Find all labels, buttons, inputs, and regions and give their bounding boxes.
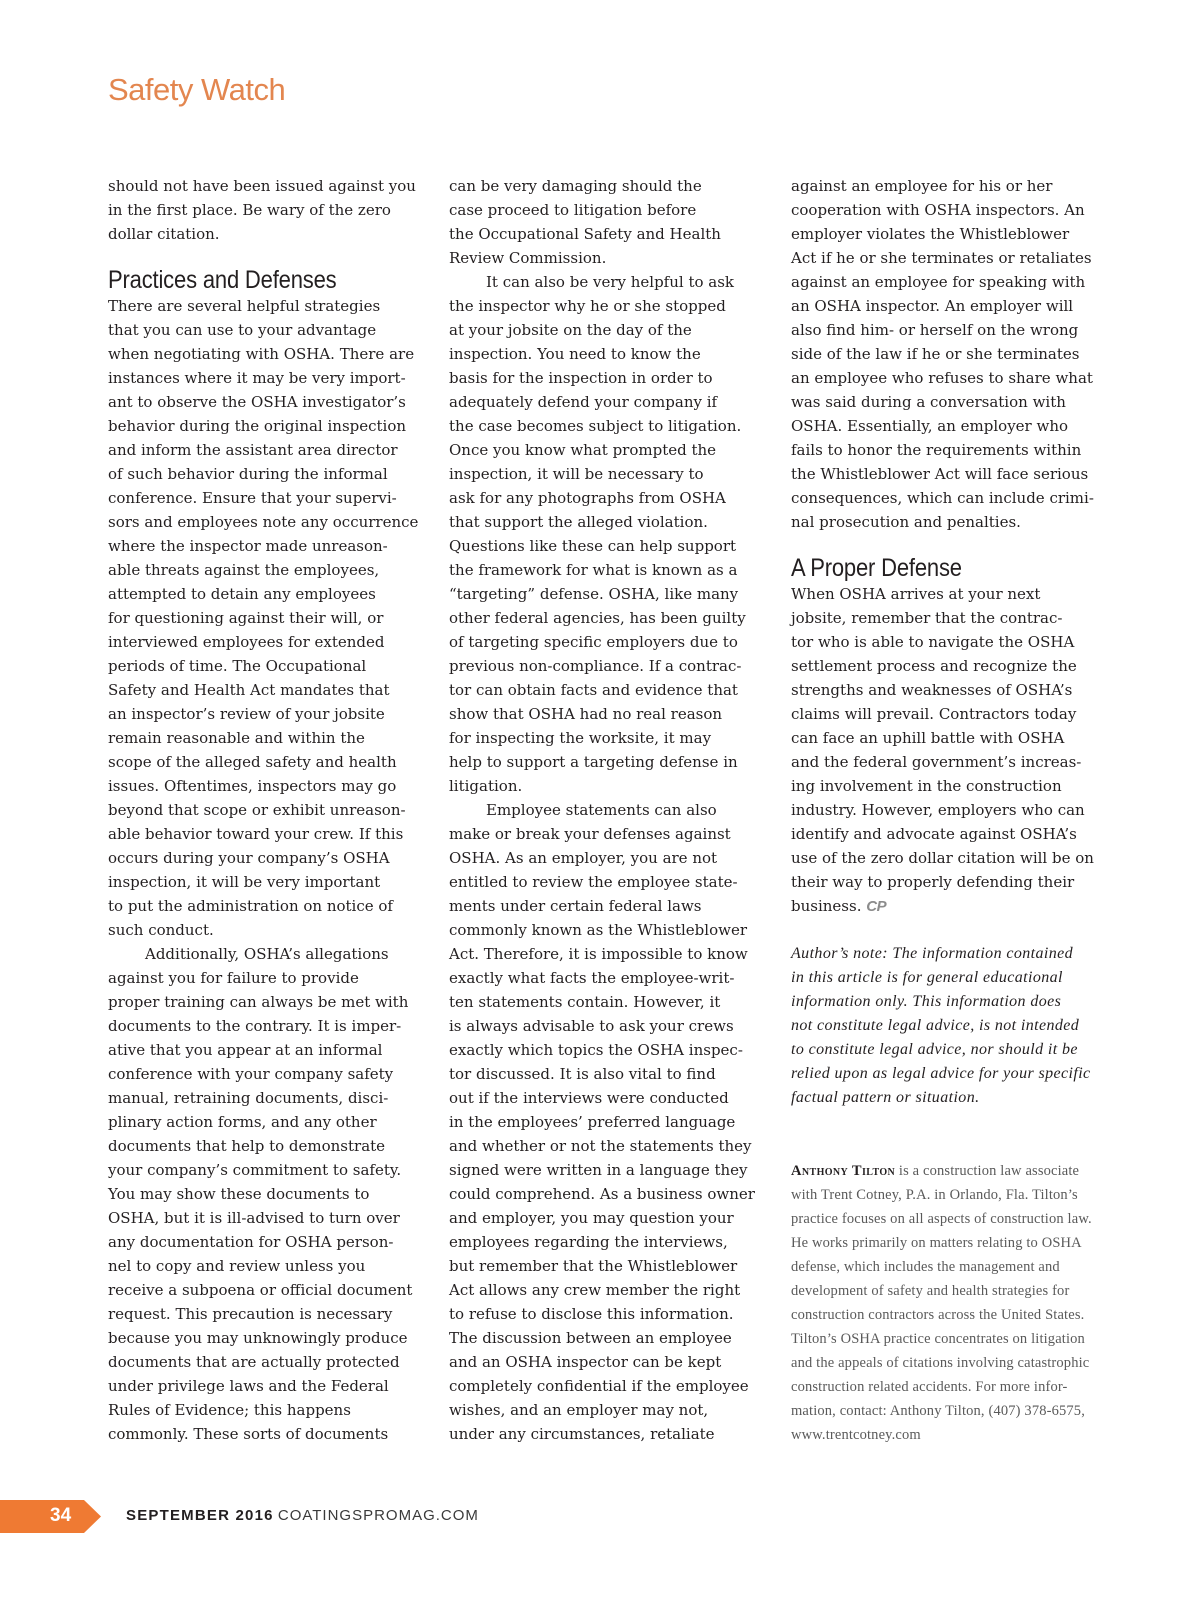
text-line: Act. Therefore, it is impossible to know (449, 945, 748, 963)
text-line: interviewed employees for extended (108, 633, 385, 651)
text-line: request. This precaution is necessary (108, 1305, 393, 1323)
text-line: can be very damaging should the (449, 177, 702, 195)
author-note-line: not constitute legal advice, is not intended (791, 1017, 1080, 1034)
text-line: can face an uphill battle with OSHA (791, 729, 1065, 747)
text-line: attempted to detain any employees (108, 585, 376, 603)
author-bio-line: construction related accidents. For more infor- (791, 1379, 1068, 1395)
text-line: an inspector’s review of your jobsite (108, 705, 385, 723)
text-line: “targeting” defense. OSHA, like many (449, 585, 739, 603)
text-line: the Occupational Safety and Health (449, 225, 721, 243)
article-column-1 (108, 174, 420, 1446)
text-line: ask for any photographs from OSHA (449, 489, 726, 507)
text-line: periods of time. The Occupational (108, 657, 367, 675)
text-line: Safety and Health Act mandates that (108, 681, 390, 699)
text-line: nal prosecution and penalties. (791, 513, 1021, 531)
text-line: behavior during the original inspection (108, 417, 407, 435)
paragraph (108, 294, 420, 942)
author-bio-line: www.trentcotney.com (791, 1427, 921, 1443)
text-line: to put the administration on notice of (108, 897, 393, 915)
page-number: 34 (50, 1505, 72, 1526)
author-bio-line: practice focuses on all aspects of construction law. (791, 1211, 1092, 1227)
page-footer (126, 1506, 479, 1526)
text-line: exactly what facts the employee-writ- (449, 969, 735, 987)
text-line: adequately defend your company if (449, 393, 718, 411)
text-line (791, 894, 1101, 918)
text-line: tor who is able to navigate the OSHA (791, 633, 1075, 651)
author-bio-line: Tilton’s OSHA practice concentrates on litigation (791, 1331, 1085, 1347)
text-line: ments under certain federal laws (449, 897, 702, 915)
text-line: for inspecting the worksite, it may (449, 729, 712, 747)
text-line: inspection, it will be very important (108, 873, 381, 891)
text-line: You may show these documents to (108, 1185, 370, 1203)
text-line: tor can obtain facts and evidence that (449, 681, 738, 699)
author-bio-line: with Trent Cotney, P.A. in Orlando, Fla. Tilton’s (791, 1187, 1078, 1203)
text-line: documents to the contrary. It is imper- (108, 1017, 402, 1035)
text-line: against an employee for speaking with (791, 273, 1086, 291)
text-line: ant to observe the OSHA investigator’s (108, 393, 406, 411)
author-name: Anthony Tilton (791, 1163, 896, 1179)
text-line: and an OSHA inspector can be kept (449, 1353, 722, 1371)
text-line: could comprehend. As a business owner (449, 1185, 755, 1203)
text-line: any documentation for OSHA person- (108, 1233, 394, 1251)
text-line: was said during a conversation with (791, 393, 1066, 411)
text-line: of targeting specific employers due to (449, 633, 738, 651)
text-line: commonly. These sorts of documents (108, 1425, 389, 1443)
text-line: help to support a targeting defense in (449, 753, 738, 771)
website: COATINGSPROMAG.COM (277, 1507, 479, 1524)
paragraph (791, 582, 1101, 918)
text-line: tor discussed. It is also vital to find (449, 1065, 716, 1083)
text-line: at your jobsite on the day of the (449, 321, 692, 339)
text-line: sors and employees note any occurrence (108, 513, 419, 531)
text-line: proper training can always be met with (108, 993, 409, 1011)
text-line: and whether or not the statements they (449, 1137, 752, 1155)
text-line: to refuse to disclose this information. (449, 1305, 734, 1323)
text-line: jobsite, remember that the contrac- (791, 609, 1063, 627)
text-line: conference with your company safety (108, 1065, 394, 1083)
text-line: OSHA. Essentially, an employer who (791, 417, 1069, 435)
paragraph (449, 270, 761, 798)
text-line: cooperation with OSHA inspectors. An (791, 201, 1085, 219)
article-column-3 (791, 174, 1101, 918)
section-heading: A Proper Defense (791, 554, 962, 582)
author-bio-line: defense, which includes the management and (791, 1259, 1060, 1275)
text-line: for questioning against their will, or (108, 609, 384, 627)
text-line: The discussion between an employee (449, 1329, 732, 1347)
text-line: out if the interviews were conducted (449, 1089, 729, 1107)
section-title: Safety Watch (108, 72, 286, 107)
text-line: Employee statements can also (486, 801, 717, 819)
text-line: under privilege laws and the Federal (108, 1377, 389, 1395)
text-line: litigation. (449, 777, 523, 795)
author-bio-line: He works primarily on matters relating to OSHA (791, 1235, 1082, 1251)
text-line: should not have been issued against you (108, 177, 416, 195)
text-line: manual, retraining documents, disci- (108, 1089, 389, 1107)
text-line: Act if he or she terminates or retaliates (791, 249, 1092, 267)
text-line: fails to honor the requirements within (791, 441, 1082, 459)
text-line: is always advisable to ask your crews (449, 1017, 734, 1035)
text-line: Rules of Evidence; this happens (108, 1401, 351, 1419)
paragraph (791, 174, 1101, 534)
text-line: ten statements contain. However, it (449, 993, 721, 1011)
text-line: conference. Ensure that your supervi- (108, 489, 397, 507)
author-note-line: information only. This information does (791, 993, 1062, 1010)
cp-end-mark-logo: CP (866, 898, 887, 915)
text-line-content: business. (791, 897, 862, 915)
author-bio-line: development of safety and health strategies for (791, 1283, 1070, 1299)
text-line: When OSHA arrives at your next (791, 585, 1041, 603)
text-line: against an employee for his or her (791, 177, 1053, 195)
text-line: documents that help to demonstrate (108, 1137, 386, 1155)
text-line: basis for the inspection in order to (449, 369, 713, 387)
text-line: plinary action forms, and any other (108, 1113, 377, 1131)
text-line: exactly which topics the OSHA inspec- (449, 1041, 743, 1059)
text-line: completely confidential if the employee (449, 1377, 749, 1395)
text-line: and employer, you may question your (449, 1209, 734, 1227)
text-line: strengths and weaknesses of OSHA’s (791, 681, 1073, 699)
author-note (791, 942, 1101, 1110)
text-line: able behavior toward your crew. If this (108, 825, 404, 843)
text-line: nel to copy and review unless you (108, 1257, 366, 1275)
text-line: Review Commission. (449, 249, 607, 267)
paragraph (449, 798, 761, 1446)
text-line: case proceed to litigation before (449, 201, 697, 219)
text-line: industry. However, employers who can (791, 801, 1085, 819)
issue-date: SEPTEMBER 2016 (126, 1507, 274, 1524)
text-line: in the employees’ preferred language (449, 1113, 736, 1131)
author-bio-line (791, 1159, 1101, 1183)
text-line: OSHA, but it is ill-advised to turn over (108, 1209, 400, 1227)
text-line: in the first place. Be wary of the zero (108, 201, 391, 219)
text-line: that support the alleged violation. (449, 513, 708, 531)
text-line: employer violates the Whistleblower (791, 225, 1070, 243)
text-line: inspection, it will be necessary to (449, 465, 704, 483)
paragraph (449, 174, 761, 270)
text-line: other federal agencies, has been guilty (449, 609, 746, 627)
text-line: and inform the assistant area director (108, 441, 398, 459)
text-line: the case becomes subject to litigation. (449, 417, 742, 435)
text-line: and the federal government’s increas- (791, 753, 1082, 771)
text-line: their way to properly defending their (791, 873, 1075, 891)
text-line: claims will prevail. Contractors today (791, 705, 1077, 723)
text-line: ing involvement in the construction (791, 777, 1062, 795)
text-line: where the inspector made unreason- (108, 537, 388, 555)
article-column-2 (449, 174, 761, 1446)
text-line: the framework for what is known as a (449, 561, 738, 579)
text-line: Once you know what prompted the (449, 441, 717, 459)
author-bio-line: construction contractors across the United States. (791, 1307, 1085, 1323)
text-line: receive a subpoena or official document (108, 1281, 413, 1299)
text-line: your company’s commitment to safety. (108, 1161, 402, 1179)
author-note-line: to constitute legal advice, nor should it be (791, 1041, 1078, 1058)
text-line: the Whistleblower Act will face serious (791, 465, 1089, 483)
text-line: make or break your defenses against (449, 825, 731, 843)
author-bio (791, 1159, 1101, 1447)
text-line: remain reasonable and within the (108, 729, 365, 747)
text-line: of such behavior during the informal (108, 465, 388, 483)
author-bio-line: and the appeals of citations involving catastrophic (791, 1355, 1090, 1371)
text-line: also find him- or herself on the wrong (791, 321, 1079, 339)
text-line: Act allows any crew member the right (449, 1281, 741, 1299)
paragraph (108, 174, 420, 246)
text-line: signed were written in a language they (449, 1161, 748, 1179)
text-line: side of the law if he or she terminates (791, 345, 1080, 363)
text-line: OSHA. As an employer, you are not (449, 849, 718, 867)
text-line: It can also be very helpful to ask (486, 273, 735, 291)
text-line: previous non-compliance. If a contrac- (449, 657, 742, 675)
text-line: commonly known as the Whistleblower (449, 921, 747, 939)
text-line: use of the zero dollar citation will be on (791, 849, 1094, 867)
text-line: identify and advocate against OSHA’s (791, 825, 1077, 843)
text-line: entitled to review the employee state- (449, 873, 738, 891)
text-line: scope of the alleged safety and health (108, 753, 397, 771)
text-line: issues. Oftentimes, inspectors may go (108, 777, 397, 795)
text-line: because you may unknowingly produce (108, 1329, 408, 1347)
author-note-line: Author’s note: The information contained (791, 945, 1074, 962)
author-bio-lead: is a construction law associate (898, 1163, 1080, 1179)
text-line: inspection. You need to know the (449, 345, 701, 363)
text-line: documents that are actually protected (108, 1353, 400, 1371)
text-line: dollar citation. (108, 225, 220, 243)
text-line: against you for failure to provide (108, 969, 359, 987)
text-line: under any circumstances, retaliate (449, 1425, 715, 1443)
author-note-line: in this article is for general educational (791, 969, 1063, 986)
text-line: but remember that the Whistleblower (449, 1257, 738, 1275)
text-line: occurs during your company’s OSHA (108, 849, 390, 867)
text-line: show that OSHA had no real reason (449, 705, 723, 723)
section-heading: Practices and Defenses (108, 266, 337, 294)
text-line: employees regarding the interviews, (449, 1233, 728, 1251)
text-line: instances where it may be very import- (108, 369, 406, 387)
author-bio-line: mation, contact: Anthony Tilton, (407) 378-6575, (791, 1403, 1085, 1419)
text-line: such conduct. (108, 921, 214, 939)
text-line: that you can use to your advantage (108, 321, 377, 339)
text-line: ative that you appear at an informal (108, 1041, 383, 1059)
text-line: consequences, which can include crimi- (791, 489, 1094, 507)
text-line: the inspector why he or she stopped (449, 297, 726, 315)
text-line: There are several helpful strategies (108, 297, 381, 315)
paragraph (108, 942, 420, 1446)
text-line: Additionally, OSHA’s allegations (145, 945, 389, 963)
text-line: able threats against the employees, (108, 561, 380, 579)
text-line: wishes, and an employer may not, (449, 1401, 709, 1419)
text-line: beyond that scope or exhibit unreason- (108, 801, 406, 819)
text-line: when negotiating with OSHA. There are (108, 345, 415, 363)
text-line: Questions like these can help support (449, 537, 737, 555)
author-note-line: relied upon as legal advice for your specific (791, 1065, 1091, 1082)
text-line: an employee who refuses to share what (791, 369, 1093, 387)
author-note-line: factual pattern or situation. (791, 1089, 980, 1106)
text-line: an OSHA inspector. An employer will (791, 297, 1074, 315)
text-line: settlement process and recognize the (791, 657, 1077, 675)
